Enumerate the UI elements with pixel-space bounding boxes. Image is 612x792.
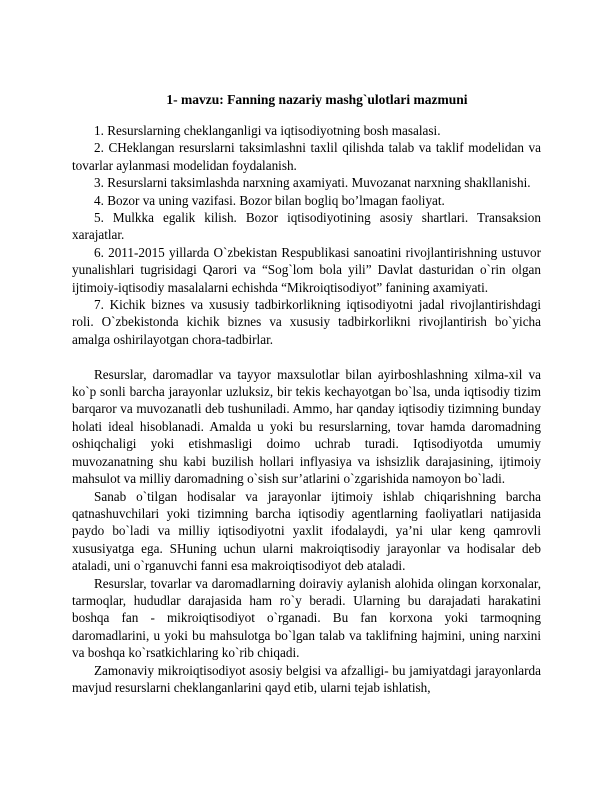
body-paragraph: Zamonaviy mikroiqtisodiyot asosiy belgisi va afzalligi- bu jamiyatdagi jarayonlarda mavjud resurslarni cheklanganlarini qayd etib, ularni tejab ishlatish, bbox=[72, 662, 541, 695]
body-paragraph: Resurslar, tovarlar va daromadlarning doiraviy aylanish alohida olingan korxonalar, tarmoqlar, hududlar darajasida ham ro`y beradi. Ularning bu darajadati harakatini boshqa fan - mikroiqtisodiyot o`rganadi. Bu fan korxona yoki tarmoqning daromadlarini, u yoki bu mahsulotga bo`lgan talab va taklifning hajmini, uning narxini va boshqa ko`rsatkichlaring ko`rib chiqadi. bbox=[72, 575, 541, 661]
topic-item: 6. 2011-2015 yillarda O`zbekistan Respublikasi sanoatini rivojlantirishning ustuvor yunalishlari tugrisidagi Qarori va “Sog`lom bola yili” Davlat dasturidan o`rin olgan ijtimoiy-iqtisodiy masalalarni echishda “Mikroiqtisodiyot” fanining axamiyati. bbox=[72, 244, 541, 295]
topic-item: 4. Bozor va uning vazifasi. Bozor bilan bogliq bo’lmagan faoliyat. bbox=[94, 192, 445, 208]
page-title: 1- mavzu: Fanning nazariy mashg`ulotlari mazmuni bbox=[166, 92, 468, 107]
topic-item: 3. Resurslarni taksimlashda narxning axamiyati. Muvozanat narxning shakllanishi. bbox=[94, 175, 531, 191]
topic-item: 5. Mulkka egalik kilish. Bozor iqtisodiyotining asosiy shartlari. Transaksion xarajatlar. bbox=[72, 210, 541, 243]
document-body bbox=[72, 122, 541, 696]
topic-item: 1. Resurslarning cheklanganligi va iqtisodiyotning bosh masalasi. bbox=[94, 123, 441, 138]
body-paragraph: Sanab o`tilgan hodisalar va jarayonlar ijtimoiy ishlab chiqarishning barcha qatnashuvchilari yoki tizimning barcha iqtisodiy agentlarning faoliyatlari natijasida paydo bo`ladi va milliy iqtisodiyotni yaxlit ifodalaydi, ya’ni ular keng qamrovli xususiyatga ega. SHuning uchun ularni makroiqtisodiy jarayonlar va hodisalar deb ataladi, uni o`rganuvchi fanni esa makroiqtisodiyot deb ataladi. bbox=[72, 488, 541, 574]
topic-item: 2. CHeklangan resurslarni taksimlashni taxlil qilishda talab va taklif modelidan va tovarlar aylanmasi modelidan foydalanish. bbox=[72, 140, 541, 173]
body-paragraph: Resurslar, daromadlar va tayyor maxsulotlar bilan ayirboshlashning xilma-xil va ko`p sonli barcha jarayonlar uzluksiz, bir tekis kechayotgan bo`lsa, unda iqtisodiy tizim barqaror va muvozanatli deb tushuniladi. Ammo, har qanday iqtisodiy tizimning bunday holati ideal hisoblanadi. Amalda u yoki bu resurslarning, tovar hamda daromadning oshiqchaligi yoki etishmasligi doimo uchrab turadi. Iqtisodiyotda umumiy muvozanatning shu kabi buzilish hollari inflyasiya va ishsizlik darajasining, ijtimoiy mahsulot va milliy daromadning o`sish sur’atlarini o`zgarishida namoyon bo`ladi. bbox=[72, 366, 541, 487]
topic-item: 7. Kichik biznes va xususiy tadbirkorlikning iqtisodiyotni jadal rivojlantirishdagi roli. O`zbekistonda kichik biznes va xususiy tadbirkorlikni rivojlantirish bo`yicha amalga oshirilayotgan chora-tadbirlar. bbox=[72, 297, 541, 347]
